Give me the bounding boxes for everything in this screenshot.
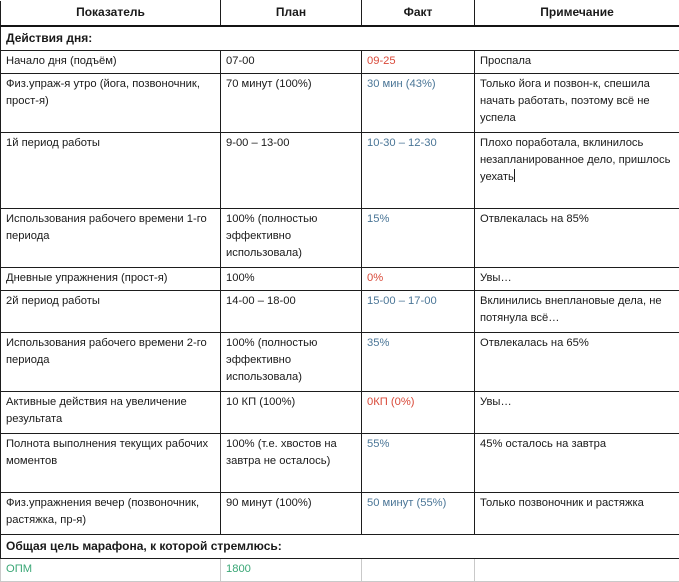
cell-note[interactable]: Увы… — [475, 268, 679, 291]
table-row[interactable] — [1, 74, 679, 133]
table-row[interactable] — [1, 434, 679, 493]
table-row[interactable] — [1, 209, 679, 268]
cell-note[interactable]: Только позвоночник и растяжка — [475, 493, 679, 535]
cell-note[interactable]: Проспала — [475, 51, 679, 74]
cell-fact[interactable]: 35% — [362, 333, 475, 392]
cell-fact[interactable]: 0% — [362, 268, 475, 291]
cell-fact[interactable]: 15% — [362, 209, 475, 268]
column-header-plan[interactable]: План — [221, 1, 362, 27]
cell-plan[interactable]: 100% (т.е. хвостов на завтра не осталось) — [221, 434, 362, 493]
cell-fact[interactable]: 55% — [362, 434, 475, 493]
cell-plan[interactable]: 90 минут (100%) — [221, 493, 362, 535]
column-header-fact[interactable]: Факт — [362, 1, 475, 27]
cell-plan[interactable]: 07-00 — [221, 51, 362, 74]
cell-fact[interactable]: 30 мин (43%) — [362, 74, 475, 133]
cell-note[interactable] — [475, 133, 679, 209]
cell-indicator[interactable]: Дневные упражнения (прост-я) — [1, 268, 221, 291]
cell-plan[interactable]: 14-00 – 18-00 — [221, 291, 362, 333]
table-row[interactable] — [1, 333, 679, 392]
cell-indicator[interactable]: Использования рабочего времени 1-го периода — [1, 209, 221, 268]
column-header-note[interactable]: Примечание — [475, 1, 679, 27]
section-header-row-goal — [1, 535, 679, 559]
table-row[interactable] — [1, 268, 679, 291]
cell-fact[interactable]: 0КП (0%) — [362, 392, 475, 434]
cell-note[interactable]: Увы… — [475, 392, 679, 434]
section-header-row-actions — [1, 26, 679, 51]
cell-plan[interactable]: 100% (полностью эффективно использовала) — [221, 209, 362, 268]
table-header-row — [1, 1, 679, 27]
cell-indicator[interactable]: Полнота выполнения текущих рабочих моментов — [1, 434, 221, 493]
cell-note[interactable]: Вклинились внеплановые дела, не потянула всё… — [475, 291, 679, 333]
table-row[interactable] — [1, 133, 679, 209]
cell-goal-plan[interactable]: 1800 — [221, 559, 362, 582]
goal-row[interactable] — [1, 559, 679, 582]
cell-note[interactable]: Только йога и позвон-к, спешила начать работать, поэтому всё не успела — [475, 74, 679, 133]
cell-indicator[interactable]: Физ.упраж-я утро (йога, позвоночник, прост-я) — [1, 74, 221, 133]
cell-fact[interactable]: 15-00 – 17-00 — [362, 291, 475, 333]
cell-indicator[interactable]: Активные действия на увеличение результата — [1, 392, 221, 434]
cell-indicator[interactable]: Физ.упражнения вечер (позвоночник, растяжка, пр-я) — [1, 493, 221, 535]
cell-fact[interactable]: 09-25 — [362, 51, 475, 74]
cell-plan[interactable]: 100% (полностью эффективно использовала) — [221, 333, 362, 392]
table-row[interactable] — [1, 392, 679, 434]
cell-goal-indicator[interactable]: ОПМ — [1, 559, 221, 582]
table-row[interactable] — [1, 291, 679, 333]
cell-note[interactable]: Отвлекалась на 65% — [475, 333, 679, 392]
cell-plan[interactable]: 100% — [221, 268, 362, 291]
cell-indicator[interactable]: 2й период работы — [1, 291, 221, 333]
cell-goal-note[interactable] — [475, 559, 679, 582]
cell-indicator[interactable]: Использования рабочего времени 2-го периода — [1, 333, 221, 392]
cell-note[interactable]: Отвлекалась на 85% — [475, 209, 679, 268]
cell-goal-fact[interactable] — [362, 559, 475, 582]
cell-plan[interactable]: 9-00 – 13-00 — [221, 133, 362, 209]
cell-plan[interactable]: 10 КП (100%) — [221, 392, 362, 434]
section-title-goal: Общая цель марафона, к которой стремлюсь: — [1, 535, 679, 559]
table-body — [1, 1, 679, 582]
cell-fact[interactable]: 10-30 – 12-30 — [362, 133, 475, 209]
cell-note[interactable]: 45% осталось на завтра — [475, 434, 679, 493]
table-row[interactable] — [1, 493, 679, 535]
cell-note-text: Плохо поработала, вклинилось незапланированное дело, пришлось уехать — [480, 137, 670, 183]
column-header-indicator[interactable]: Показатель — [1, 1, 221, 27]
cell-fact[interactable]: 50 минут (55%) — [362, 493, 475, 535]
section-title-actions: Действия дня: — [1, 26, 679, 51]
text-cursor-caret — [514, 169, 515, 182]
table-row[interactable] — [1, 51, 679, 74]
cell-indicator[interactable]: Начало дня (подъём) — [1, 51, 221, 74]
cell-plan[interactable]: 70 минут (100%) — [221, 74, 362, 133]
cell-indicator[interactable]: 1й период работы — [1, 133, 221, 209]
